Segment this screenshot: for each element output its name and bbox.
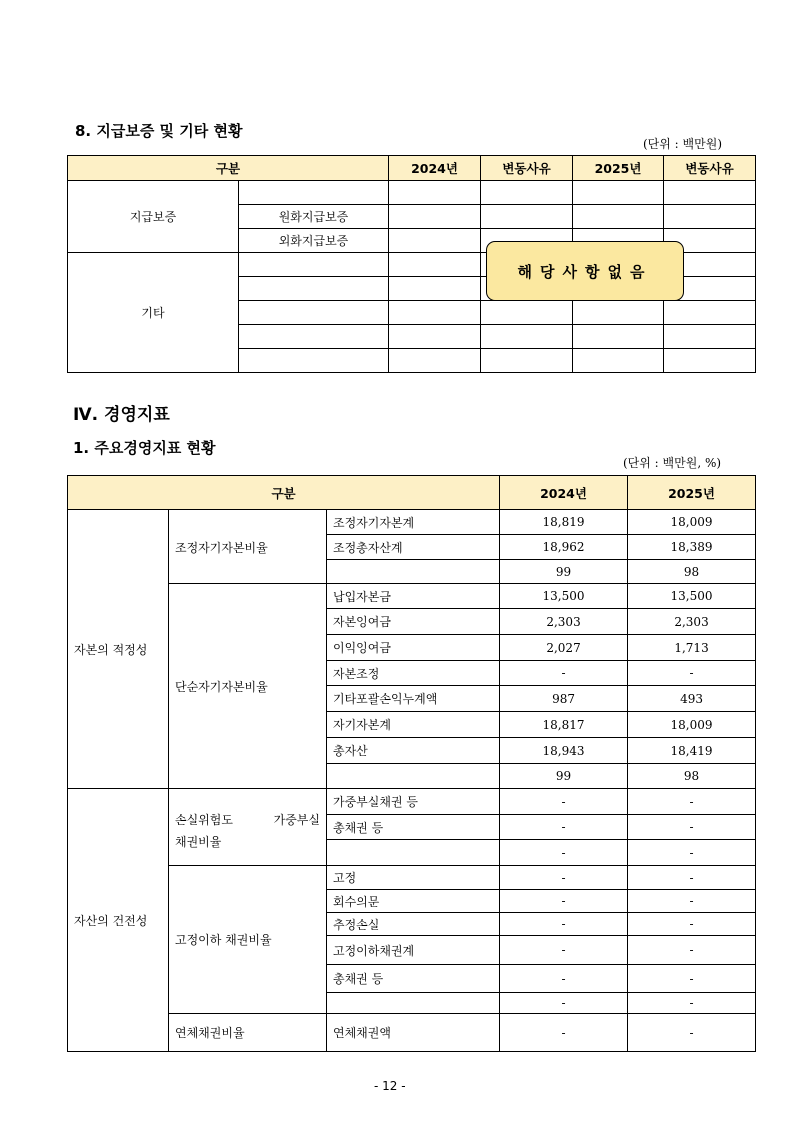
page-number: - 12 -: [374, 1079, 406, 1093]
value-2025: 18,009: [628, 712, 756, 738]
value-2024: -: [500, 789, 628, 815]
value-2024: 18,962: [500, 535, 628, 560]
row-label: 자기자본계: [327, 712, 500, 738]
value-2024: 18,819: [500, 510, 628, 535]
row-label: 총자산: [327, 738, 500, 764]
loss-risk-label-2: 가중부실: [273, 813, 320, 827]
value-2024: 987: [500, 686, 628, 712]
indicator-table: [67, 475, 756, 1052]
row-label: 조정자기자본계: [327, 510, 500, 535]
value-2025: -: [628, 890, 756, 913]
row-label: 고정: [327, 866, 500, 890]
header-change-reason-2: 변동사유: [664, 156, 756, 181]
value-2024: 2,303: [500, 609, 628, 635]
section-8-unit: (단위 : 백만원): [643, 137, 722, 151]
value-2025: 493: [628, 686, 756, 712]
value-2025: -: [628, 913, 756, 936]
value-2024: -: [500, 815, 628, 840]
value-2025: 98: [628, 764, 756, 789]
header-2025: 2025년: [573, 156, 664, 181]
value-2024: 18,817: [500, 712, 628, 738]
row-label: 이익잉여금: [327, 635, 500, 661]
value-2024: 99: [500, 764, 628, 789]
value-2025: -: [628, 815, 756, 840]
value-2025: -: [628, 661, 756, 686]
value-2025: 2,303: [628, 609, 756, 635]
row-label: 자본잉여금: [327, 609, 500, 635]
not-applicable-badge: 해당사항없음: [486, 241, 684, 301]
loss-risk-label-3: 채권비율: [175, 835, 222, 849]
overdue-loan-ratio: 연체채권비율: [169, 1014, 327, 1052]
value-2024: 99: [500, 560, 628, 584]
value-2025: -: [628, 789, 756, 815]
row-label: 총채권 등: [327, 815, 500, 840]
value-2024: -: [500, 890, 628, 913]
row-label: 회수의문: [327, 890, 500, 913]
row-other: 기타: [68, 253, 239, 373]
row-label: 자본조정: [327, 661, 500, 686]
value-2024: -: [500, 866, 628, 890]
value-2025: -: [628, 866, 756, 890]
substandard-loan-ratio: 고정이하 채권비율: [169, 866, 327, 1014]
row-label: [327, 993, 500, 1014]
value-2024: 2,027: [500, 635, 628, 661]
group-asset-soundness: 자산의 건전성: [68, 789, 169, 1052]
row-label: 가중부실채권 등: [327, 789, 500, 815]
row-label: 납입자본금: [327, 584, 500, 609]
value-2024: -: [500, 661, 628, 686]
header-2025: 2025년: [628, 476, 756, 510]
value-2025: -: [628, 993, 756, 1014]
row-label: 기타포괄손익누계액: [327, 686, 500, 712]
row-label: 추정손실: [327, 913, 500, 936]
header-category: 구분: [68, 476, 500, 510]
adjusted-capital-ratio: 조정자기자본비율: [169, 510, 327, 584]
simple-capital-ratio: 단순자기자본비율: [169, 584, 327, 789]
loss-risk-ratio: [169, 789, 327, 866]
value-2025: 13,500: [628, 584, 756, 609]
row-label: 고정이하채권계: [327, 936, 500, 965]
row-won-guarantee: 원화지급보증: [239, 205, 389, 229]
value-2025: 18,419: [628, 738, 756, 764]
value-2025: -: [628, 1014, 756, 1052]
group-capital-adequacy: 자본의 적정성: [68, 510, 169, 789]
row-label: [327, 840, 500, 866]
value-2024: -: [500, 1014, 628, 1052]
row-label: [327, 560, 500, 584]
section-1-title: 1. 주요경영지표 현황: [73, 439, 216, 457]
value-2024: -: [500, 965, 628, 993]
header-2024: 2024년: [389, 156, 481, 181]
header-change-reason-1: 변동사유: [481, 156, 573, 181]
row-foreign-guarantee: 외화지급보증: [239, 229, 389, 253]
value-2025: 18,389: [628, 535, 756, 560]
value-2025: -: [628, 936, 756, 965]
value-2025: 18,009: [628, 510, 756, 535]
value-2024: -: [500, 993, 628, 1014]
section-iv-title: Ⅳ. 경영지표: [73, 405, 170, 425]
value-2024: 18,943: [500, 738, 628, 764]
row-label: 총채권 등: [327, 965, 500, 993]
loss-risk-label-1: 손실위험도: [175, 813, 233, 827]
section-8-title: 8. 지급보증 및 기타 현황: [75, 122, 243, 140]
value-2024: -: [500, 936, 628, 965]
row-guarantee: 지급보증: [68, 181, 239, 253]
header-2024: 2024년: [500, 476, 628, 510]
header-category: 구분: [68, 156, 389, 181]
value-2024: -: [500, 913, 628, 936]
row-label: 연체채권액: [327, 1014, 500, 1052]
value-2025: -: [628, 965, 756, 993]
section-iv-unit: (단위 : 백만원, %): [623, 456, 722, 470]
row-label: 조정총자산계: [327, 535, 500, 560]
value-2024: -: [500, 840, 628, 866]
value-2024: 13,500: [500, 584, 628, 609]
row-label: [327, 764, 500, 789]
value-2025: -: [628, 840, 756, 866]
value-2025: 98: [628, 560, 756, 584]
value-2025: 1,713: [628, 635, 756, 661]
